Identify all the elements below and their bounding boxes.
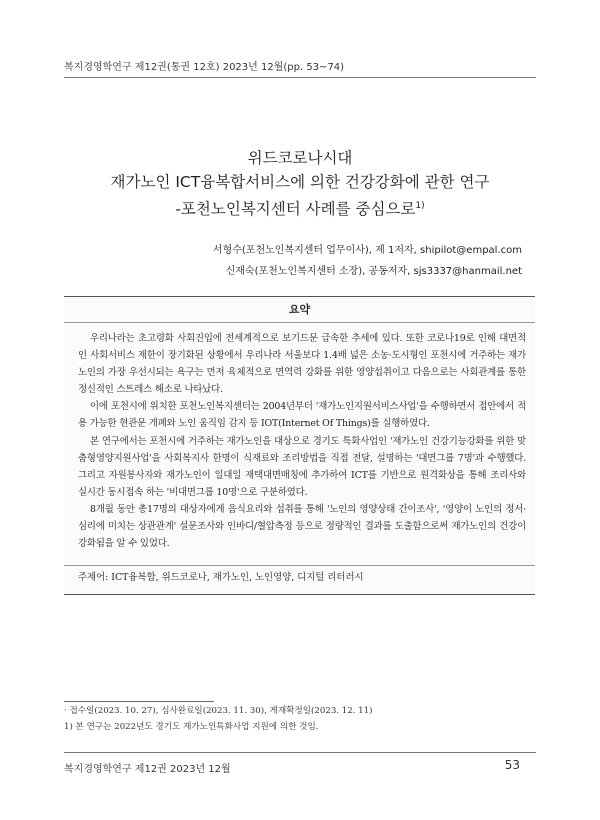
author-1: 서형수(포천노인복지센터 업무이사), 제 1저자, shipilot@empal.com (212, 245, 522, 256)
abstract-paragraph-3: 본 연구에서는 포천시에 거주하는 재가노인을 대상으로 경기도 특화사업인 '재가노인 건강기능강화를 위한 맞춤형영양지원사업'을 사회복지사 한명이 식재료와 조리방법을 직접 전달, 설명하는 '대면그룹 7명'과 수행했다. 그리고 자원봉사자와 재가노인이 일대일 재택대면매칭에 추가하여 ICT를 기반으로 원격화상을 통해 조리사와 실시간 동시접속 하는 '비대면그룹 10명'으로 구분하였다. (78, 435, 526, 498)
running-footer: 복지경영학연구 제12권 2023년 12월 (64, 764, 231, 775)
title-line-2: 재가노인 ICT융복합서비스에 의한 건강강화에 관한 연구 (110, 173, 490, 191)
title-line-3-text: -포천노인복지센터 사례를 중심으로 (175, 200, 416, 219)
abstract-body (78, 330, 526, 552)
abstract-paragraph-1: 우리나라는 초고령화 사회진입에 전세계적으로 보기드문 급속한 추세에 있다. 또한 코로나19로 인해 대면적인 사회서비스 제한이 장기화된 상황에서 우리나라 서울보다 1.4배 넓은 소농·도시형인 포천시에 거주하는 재가노인의 가장 우선시되는 욕구는 먼저 육체적으로 면역력 강화를 위한 영양섭취이고 다음으로는 사회관계를 통한 정신적인 스트레스 해소로 나타났다. (78, 333, 526, 396)
title-footnote-mark: 1) (415, 201, 425, 211)
footer-rule (64, 752, 536, 753)
keywords: 주제어: ICT융복합, 위드코로나, 재가노인, 노인영양, 디지털 리터러시 (78, 572, 364, 583)
header-rule (64, 77, 536, 78)
footnotes (64, 703, 372, 735)
abstract-heading-rule (64, 322, 535, 323)
abstract-paragraph-4: 8개월 동안 총17명의 대상자에게 음식요리와 섭취를 통해 '노인의 영양상태 간이조사', '영양이 노인의 정서·심리에 미치는 상관관계' 설문조사와 인바디/혈압측정 등으로 정량적인 결과를 도출함으로써 재가노인의 건강이 강화됨을 알 수 있었다. (78, 503, 526, 550)
keywords-rule (64, 565, 535, 566)
title-line-1: 위드코로나시대 (247, 149, 353, 167)
footnote-rule (64, 701, 214, 702)
footnote-1: 1) 본 연구는 2022년도 경기도 재가노인특화사업 지원에 의한 것임. (64, 722, 319, 732)
abstract-heading: 요약 (288, 303, 311, 316)
paper-title (60, 146, 540, 221)
page-number: 53 (504, 758, 520, 772)
author-2: 신재숙(포천노인복지센터 소장), 공동저자, sjs3337@hanmail.net (225, 266, 522, 277)
abstract-paragraph-2: 이에 포천시에 위치한 포천노인복지센터는 2004년부터 '재가노인지원서비스사업'을 수행하면서 접안에서 적용 가능한 현관문 개폐와 노인 움직임 감지 등 IOT(Internet Of Things)를 실행하였다. (78, 401, 526, 430)
running-header: 복지경영학연구 제12권(통권 12호) 2023년 12월(pp. 53~74) (64, 62, 345, 73)
title-line-3 (60, 194, 540, 221)
footnote-dates: · 접수일(2023. 10. 27), 심사완료일(2023. 11. 30), 게재확정일(2023. 12. 11) (64, 706, 373, 716)
author-list (213, 240, 522, 282)
